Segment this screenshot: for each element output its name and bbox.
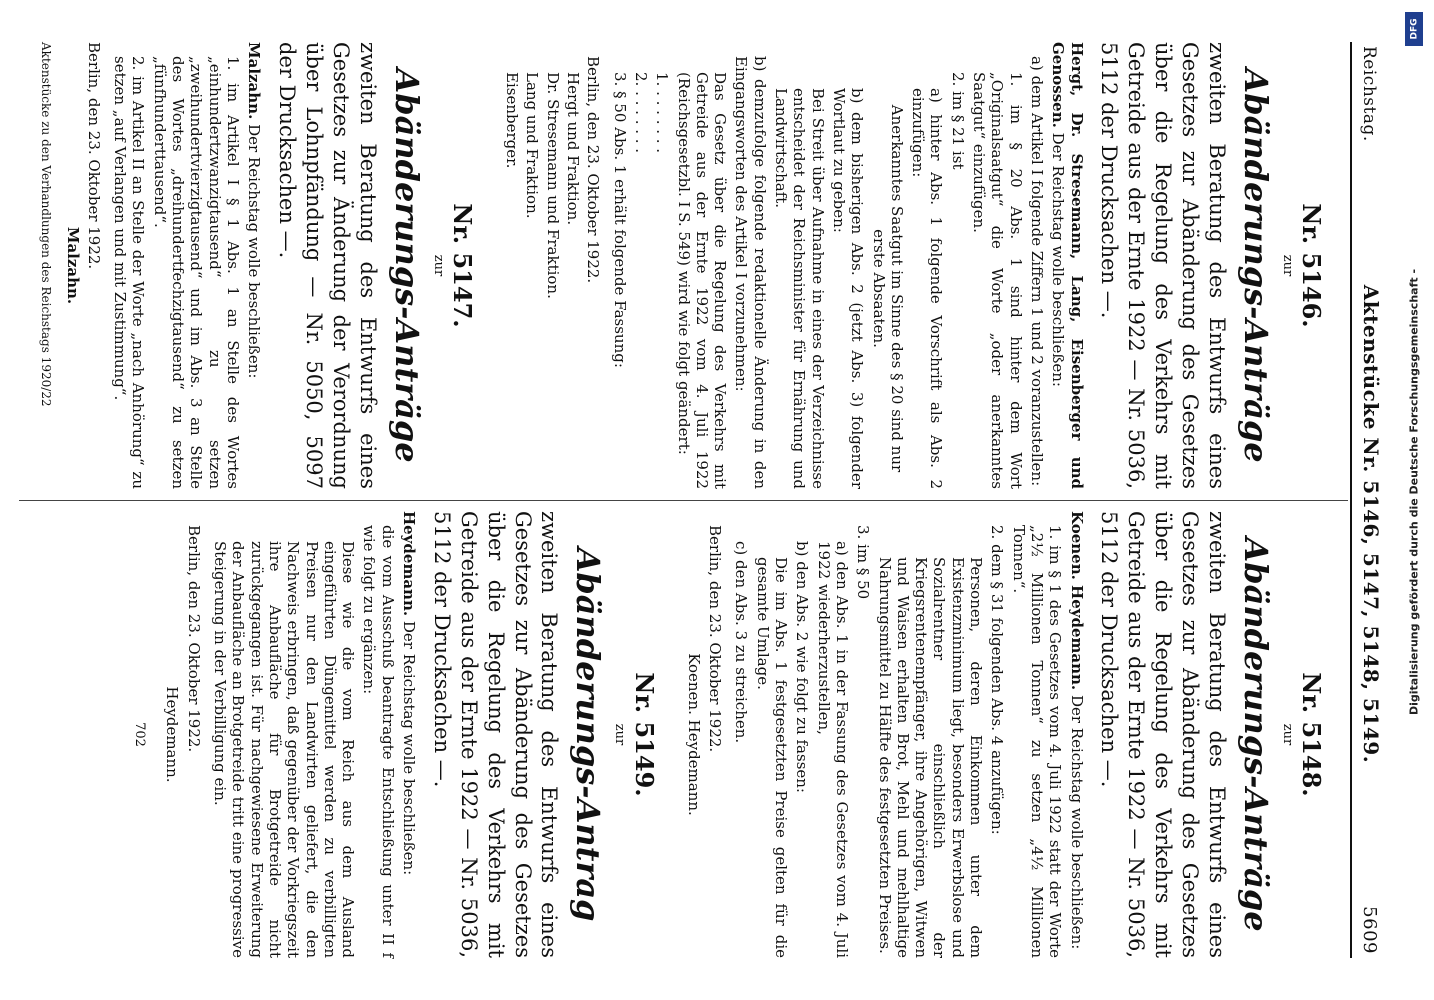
- page-footer: Aktenstücke zu den Verhandlungen des Reichstags 1920/22: [39, 42, 54, 407]
- motion-line: b) demzufolge folgende redaktionelle Änderung in den Eingangsworten des Artikel I vorzunehmen:: [732, 56, 769, 489]
- motion-line: 2. im Artikel II an Stelle der Worte „nach Anhörung“ zu setzen „auf Verlangen und mit Zustimmung“.: [111, 56, 148, 489]
- motion: Der Reichstag wolle beschließen:: [1067, 694, 1086, 950]
- right-column: [39, 511, 1340, 958]
- motion-line: b) dem bisherigen Abs. 2 (jetzt Abs. 3) folgender Wortlaut zu geben:: [829, 88, 867, 489]
- signer: Lang und Fraktion.: [523, 72, 542, 219]
- motion-line: 2. . . . . . . .: [631, 72, 650, 154]
- motion-line: Das Gesetz über die Regelung des Verkehrs mit Getreide aus der Ernte 1922 vom 4. Juli 1922 (Reichsgesetzbl. I S. 549) wird wie folgt geändert:: [674, 72, 730, 489]
- sheet-number: 702: [132, 722, 148, 747]
- doc-intro: zweiten Beratung des Entwurfs eines Gesetzes zur Abänderung des Gesetzes über die Regelung des Verkehrs mit Getreide aus der Ernte 1922 — Nr. 5036, 5112 der Drucksachen —.: [1097, 511, 1229, 958]
- motion-line: Bei Streit über Aufnahme in eines der Verzeichnisse entscheidet der Reichsminister für Ernährung und Landwirtschaft.: [772, 88, 827, 489]
- signer: Dr. Stresemann und Fraktion.: [543, 72, 562, 299]
- movers-line: [245, 42, 263, 489]
- doc-heading: Abänderungs-Antrag: [569, 547, 608, 922]
- motion-line: Personen, deren Einkommen unter dem Existenzminimum liegt, besonders Erwerbslose und Sozialrentner einschließlich der Kriegsrentenempfänger, ihre Angehörigen, Witwen und Waisen erhalten Brot, Mehl und mehlhaltige Nahrungsmittel zu Hälfte des festgesetzten Preises.: [875, 557, 986, 958]
- dfg-logo-text: DFG: [1409, 18, 1420, 40]
- doc-number: Nr. 5147.: [447, 203, 477, 328]
- left-column: [39, 42, 1340, 489]
- motion: Der Reichstag wolle beschließen:: [1049, 132, 1068, 387]
- signer: Hergt und Fraktion.: [564, 72, 583, 226]
- rotated-document-page: [27, 30, 1387, 970]
- motion-line: Diese wie die vom Reich aus dem Ausland eingeführten Düngemittel werden zu verbilligten Preisen nur den Landwirten geliefert, die den Nachweis erbringen, daß gegenüber der Vorkriegszeit ihre Anbaufläche für Brotgetreide nicht zurückgegangen ist. Für nachgewiesene Erweiterung der Anbaufläche an Brotgetreide tritt eine progressive Steigerung in der Verbilligung ein.: [211, 541, 358, 958]
- motion-line: Die im Abs. 1 festgesetzten Preise gelten für die gesamte Umlage.: [753, 557, 791, 958]
- motion-line: a) dem Artikel I folgende Ziffern 1 und 2 voranzustellen:: [1027, 56, 1046, 487]
- motion-line: 1. im § 20 Abs. 1 sind hinter dem Wort „Originalsaatgut“ die Worte „oder anerkanntes Saatgut“ einzufügen.: [970, 72, 1025, 489]
- motion-line: 3. im § 50: [854, 525, 873, 600]
- doc-intro: zweiten Beratung des Entwurfs eines Gesetzes zur Abänderung des Gesetzes über die Regelung des Verkehrs mit Getreide aus der Ernte 1922 — Nr. 5036, 5112 der Drucksachen —.: [429, 511, 562, 958]
- doc-intro: zweiten Beratung des Entwurfs eines Gesetzes zur Änderung der Verordnung über Lohnpfändung — Nr. 5050, 5097 der Drucksachen —.: [275, 42, 380, 489]
- zur-label: zur: [1279, 723, 1295, 746]
- page-header: [1350, 42, 1387, 958]
- date-line: Berlin, den 23. Oktober 1922.: [584, 56, 603, 284]
- motion-line: 1. im § 1 des Gesetzes vom 4. Juli 1922 statt der Worte „2½ Millionen Tonnen“ zu setzen „4½ Millionen Tonnen“.: [1009, 525, 1065, 958]
- motion-line: 2. dem § 31 folgenden Abs. 4 anzufügen:: [988, 525, 1007, 835]
- doc-number: Nr. 5148.: [1297, 672, 1327, 797]
- zur-label: zur: [1279, 254, 1295, 277]
- motion: Der Reichstag wolle beschließen:: [400, 620, 419, 876]
- digitization-text: Digitalisierung gefördert durch die Deutsche Forschungsgemeinschaft -: [1407, 268, 1421, 716]
- dfg-logo: [1405, 12, 1423, 46]
- movers: Malzahn.: [245, 42, 264, 120]
- movers: Koenen. Heydemann.: [1067, 511, 1086, 691]
- zur-label: zur: [612, 723, 628, 746]
- digitization-note: [1402, 12, 1426, 992]
- signer: Malzahn.: [63, 226, 82, 305]
- motion-line: 1. . . . . . . .: [653, 72, 672, 154]
- motion-line: b) den Abs. 2 wie folgt zu fassen:: [793, 541, 812, 793]
- page-number: 5609: [1359, 906, 1380, 954]
- motion-line: a) hinter Abs. 1 folgende Vorschrift als Abs. 2 einzufügen:: [909, 88, 946, 489]
- signer: Koenen. Heydemann.: [684, 653, 703, 816]
- signer: Heydemann.: [163, 686, 182, 783]
- date-line: Berlin, den 23. Oktober 1922.: [84, 42, 103, 270]
- movers: Heydemann.: [400, 511, 419, 617]
- signer: Eisenberger.: [503, 72, 522, 169]
- date-line: Berlin, den 23. Oktober 1922.: [706, 525, 725, 753]
- header-left: Reichstag.: [1359, 46, 1379, 142]
- header-title: Aktenstücke Nr. 5146, 5147, 5148, 5149.: [1359, 284, 1383, 764]
- zur-label: zur: [430, 254, 446, 277]
- movers-line: [1049, 42, 1086, 489]
- movers-line: [1067, 511, 1085, 958]
- doc-heading: Abänderungs-Anträge: [1236, 68, 1275, 463]
- motion-line: a) den Abs. 1 in der Fassung des Gesetzes vom 4. Juli 1922 wiederherzustellen,: [814, 541, 851, 958]
- motion-line: 1. im Artikel I § 1 Abs. 1 an Stelle des Wortes „einhundertzwanzigtausend“ zu setzen „zweihundertvierzigtausend“ und im Abs. 3 an Stelle des Wortes „dreihundertfechzigtausend“ zu setzen „fünfhunderttausend“.: [150, 56, 242, 489]
- column-divider: [19, 500, 1348, 501]
- doc-intro: zweiten Beratung des Entwurfs eines Gesetzes zur Abänderung des Gesetzes über die Regelung des Verkehrs mit Getreide aus der Ernte 1922 — Nr. 5036, 5112 der Drucksachen —.: [1097, 42, 1229, 489]
- date-line: Berlin, den 23. Oktober 1922.: [184, 525, 203, 753]
- movers: Hergt, Dr. Stresemann, Lang, Eisenberger und Genossen.: [1049, 42, 1086, 489]
- movers-line: [400, 511, 418, 958]
- motion-line: Anerkanntes Saatgut im Sinne des § 20 sind nur erste Absaaten.: [869, 104, 906, 473]
- doc-number: Nr. 5149.: [629, 672, 659, 797]
- motion: Der Reichstag wolle beschließen:: [245, 124, 264, 379]
- motion-line: c) den Abs. 3 zu streichen.: [732, 541, 751, 744]
- motion-line: 3. § 50 Abs. 1 erhält folgende Fassung:: [610, 72, 629, 368]
- motion-line: die vom Ausschuß beantragte Entschließung unter II f wie folgt zu ergänzen:: [360, 525, 397, 958]
- motion-line: 2. im § 21 ist: [948, 72, 967, 170]
- doc-heading: Abänderungs-Anträge: [387, 68, 426, 463]
- doc-number: Nr. 5146.: [1297, 203, 1327, 328]
- doc-heading: Abänderungs-Anträge: [1236, 537, 1275, 932]
